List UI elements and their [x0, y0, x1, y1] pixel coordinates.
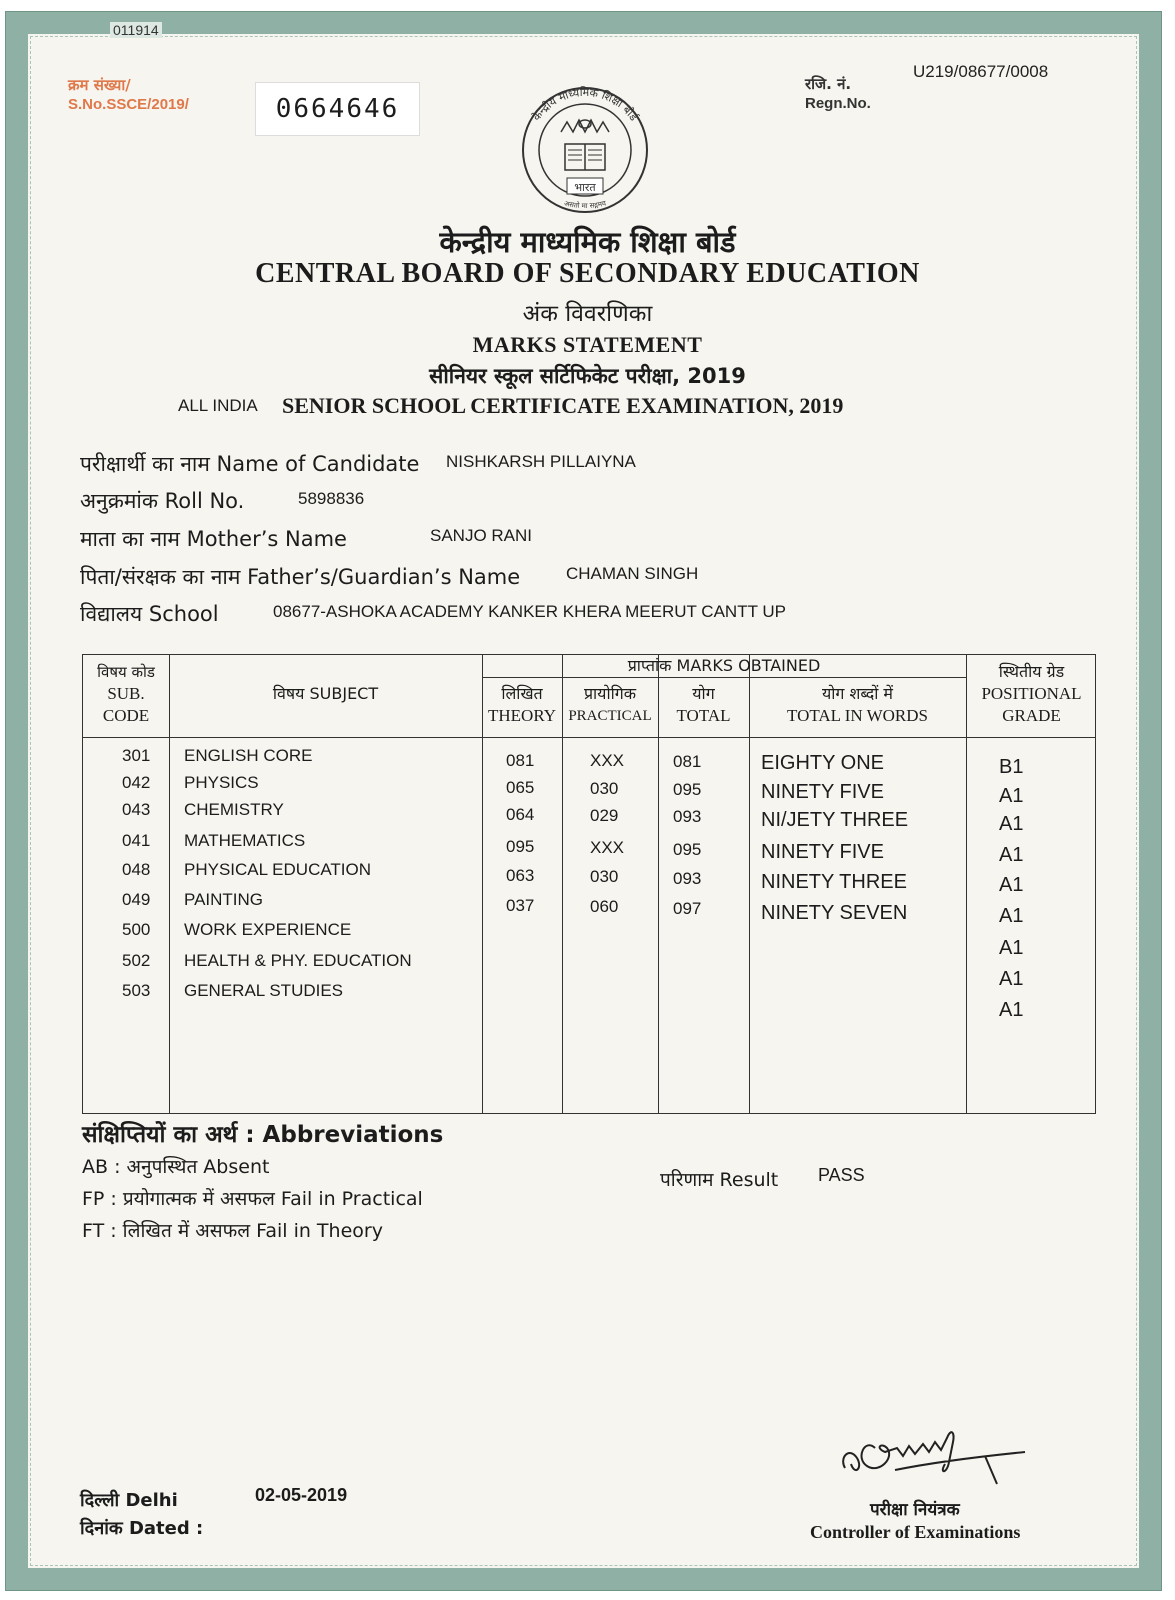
positional-grade: A1 — [999, 937, 1024, 959]
header-sub-code: विषय कोड SUB. CODE — [97, 663, 155, 725]
positional-grade: A1 — [999, 968, 1024, 990]
total-mark: 093 — [673, 807, 702, 826]
seal-text-top: केन्द्रीय माध्यमिक शिक्षा बोर्ड — [529, 85, 641, 124]
practical-mark: 030 — [590, 867, 619, 886]
sub-code: 301 — [122, 746, 151, 765]
abbreviations-title: संक्षिप्तियों का अर्थ : Abbreviations — [82, 1122, 444, 1148]
positional-grade: A1 — [999, 874, 1024, 896]
father-name: CHAMAN SINGH — [566, 564, 699, 583]
abbreviation-item: FT : लिखित में असफल Fail in Theory — [82, 1220, 383, 1242]
school-name: 08677-ASHOKA ACADEMY KANKER KHERA MEERUT CANTT UP — [273, 602, 786, 621]
sub-code: 503 — [122, 981, 151, 1000]
exam-prefix: ALL INDIA — [178, 396, 258, 415]
date-value: 02-05-2019 — [255, 1485, 348, 1505]
theory-mark: 081 — [506, 751, 535, 770]
total-mark: 093 — [673, 869, 702, 888]
total-mark: 095 — [673, 840, 702, 859]
subject-name: MATHEMATICS — [184, 831, 306, 850]
seal-motto: असतो मा सद्गमय — [563, 199, 607, 211]
father-name-label: पिता/संरक्षक का नाम Father’s/Guardian’s Name — [80, 565, 521, 589]
serial-label-hindi: क्रम संख्या/ — [68, 76, 131, 94]
subject-name: PAINTING — [184, 890, 264, 909]
subject-name: PHYSICS — [184, 773, 259, 792]
header-positional-grade: स्थितीय ग्रेड POSITIONAL GRADE — [981, 662, 1082, 725]
sub-code: 043 — [122, 800, 151, 819]
statement-title-hindi: अंक विवरणिका — [522, 301, 653, 327]
date-label: दिनांक Dated : — [80, 1518, 204, 1539]
total-mark: 081 — [673, 752, 702, 771]
mother-name-label: माता का नाम Mother’s Name — [80, 527, 347, 551]
practical-mark: 030 — [590, 779, 619, 798]
header-marks-obtained: प्राप्तांक MARKS OBTAINED — [627, 656, 821, 675]
total-in-words: EIGHTY ONE — [761, 752, 884, 774]
statement-title-english: MARKS STATEMENT — [472, 332, 703, 357]
positional-grade: A1 — [999, 785, 1024, 807]
header-total-in-words: योग शब्दों में TOTAL IN WORDS — [787, 684, 928, 725]
practical-mark: 029 — [590, 806, 619, 825]
positional-grade: A1 — [999, 905, 1024, 927]
practical-mark: XXX — [590, 838, 625, 857]
theory-mark: 095 — [506, 837, 535, 856]
positional-grade: A1 — [999, 813, 1024, 835]
total-in-words: NINETY THREE — [761, 871, 907, 893]
subject-name: GENERAL STUDIES — [184, 981, 344, 1000]
total-in-words: NINETY FIVE — [761, 781, 884, 803]
controller-title-english: Controller of Examinations — [810, 1522, 1021, 1542]
roll-label: अनुक्रमांक Roll No. — [80, 489, 245, 513]
regn-number: U219/08677/0008 — [913, 62, 1049, 81]
practical-mark: XXX — [590, 751, 625, 770]
subject-name: PHYSICAL EDUCATION — [184, 860, 372, 879]
board-name-english: CENTRAL BOARD OF SECONDARY EDUCATION — [255, 258, 920, 289]
sub-code: 042 — [122, 773, 151, 792]
header-subject: विषय SUBJECT — [272, 684, 379, 703]
mother-name: SANJO RANI — [430, 526, 533, 545]
serial-label-english: S.No.SSCE/2019/ — [68, 96, 189, 113]
subject-name: CHEMISTRY — [184, 800, 284, 819]
result-value: PASS — [818, 1165, 865, 1185]
serial-label — [68, 76, 189, 114]
total-mark: 095 — [673, 780, 702, 799]
theory-mark: 063 — [506, 866, 535, 885]
candidate-name-label: परीक्षार्थी का नाम Name of Candidate — [80, 452, 420, 476]
school-label: विद्यालय School — [80, 602, 219, 626]
total-in-words: NINETY SEVEN — [761, 902, 908, 924]
sub-code: 049 — [122, 890, 151, 909]
sub-code: 502 — [122, 951, 151, 970]
practical-mark: 060 — [590, 897, 619, 916]
exam-title-hindi: सीनियर स्कूल सर्टिफिकेट परीक्षा, 2019 — [429, 364, 746, 388]
top-number: 011914 — [110, 22, 162, 38]
regn-label-english: Regn.No. — [805, 95, 871, 112]
controller-title-hindi: परीक्षा नियंत्रक — [870, 1500, 960, 1520]
regn-label — [805, 74, 871, 114]
sub-code: 500 — [122, 920, 151, 939]
marks-table — [82, 654, 1096, 1114]
positional-grade: B1 — [999, 756, 1024, 778]
header-theory: लिखित THEORY — [488, 684, 556, 725]
header-total: योग TOTAL — [676, 684, 731, 725]
theory-mark: 065 — [506, 778, 535, 797]
svg-text:केन्द्रीय माध्यमिक शिक्षा बोर् — [530, 86, 641, 124]
result-label: परिणाम Result — [660, 1169, 779, 1191]
positional-grade: A1 — [999, 999, 1024, 1021]
abbreviation-item: AB : अनुपस्थित Absent — [82, 1156, 270, 1178]
board-name-hindi: केन्द्रीय माध्यमिक शिक्षा बोर्ड — [439, 225, 736, 259]
serial-number: 0664646 — [255, 82, 420, 136]
subject-name: WORK EXPERIENCE — [184, 920, 352, 939]
candidate-name: NISHKARSH PILLAIYNA — [446, 452, 636, 471]
sub-code: 048 — [122, 860, 151, 879]
subject-name: HEALTH & PHY. EDUCATION — [184, 951, 412, 970]
roll-number: 5898836 — [298, 489, 365, 508]
theory-mark: 064 — [506, 805, 535, 824]
seal-text-bottom: भारत — [574, 181, 596, 194]
exam-title-english: SENIOR SCHOOL CERTIFICATE EXAMINATION, 2019 — [282, 393, 844, 418]
place-label: दिल्ली Delhi — [80, 1490, 178, 1511]
cbse-seal-logo — [505, 80, 665, 220]
total-in-words: NINETY FIVE — [761, 841, 884, 863]
header-practical: प्रायोगिक PRACTICAL — [568, 684, 652, 724]
regn-label-hindi: रजि. नं. — [805, 75, 852, 93]
svg-text:असतो मा सद्गमय — [563, 199, 607, 210]
sub-code: 041 — [122, 831, 151, 850]
total-in-words: NI/JETY THREE — [761, 809, 909, 831]
abbreviation-item: FP : प्रयोगात्मक में असफल Fail in Practical — [82, 1188, 423, 1210]
positional-grade: A1 — [999, 844, 1024, 866]
theory-mark: 037 — [506, 896, 535, 915]
subject-name: ENGLISH CORE — [184, 746, 313, 765]
controller-signature — [835, 1418, 1035, 1488]
total-mark: 097 — [673, 899, 702, 918]
